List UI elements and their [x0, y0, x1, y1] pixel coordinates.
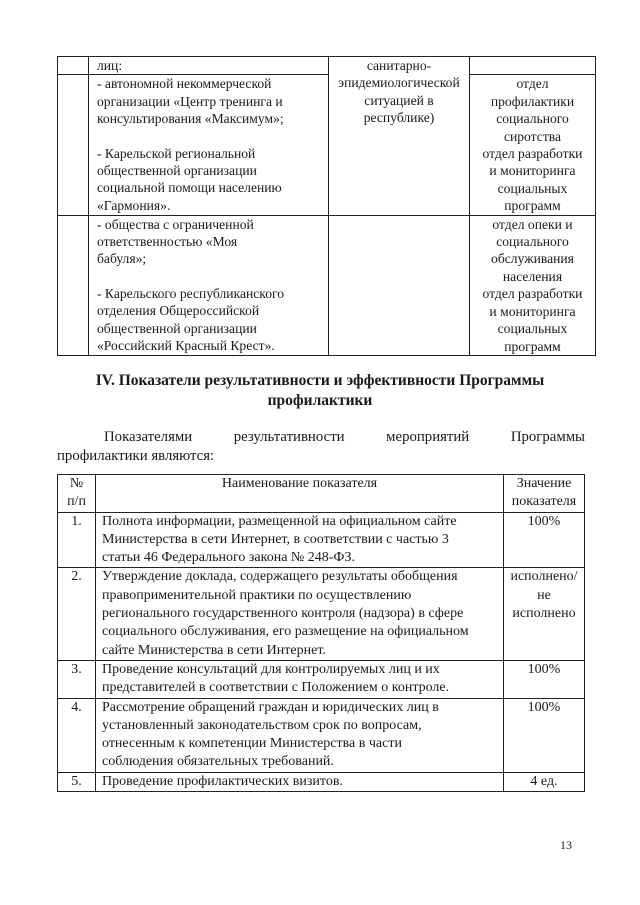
indicator-name-line: Проведение профилактических визитов.: [102, 773, 343, 789]
indicator-value-line: не: [537, 587, 551, 603]
text-line: - Карельской региональной: [97, 145, 256, 161]
text-line: социального: [496, 234, 569, 250]
indicator-name-line: сайте Министерства в сети Интернет.: [102, 642, 326, 658]
indicator-name: [96, 512, 504, 568]
indicator-name-line: Министерства в сети Интернет, в соответствии с частью 3: [102, 531, 449, 547]
indicator-name-line: представителей в соответствии с Положением о контроле.: [102, 680, 450, 696]
scope-cell: [329, 57, 470, 216]
indicator-value: [504, 568, 585, 660]
indicator-value: [504, 660, 585, 698]
indicator-name-line: правоприменительной практики по осуществлению: [102, 587, 412, 603]
indicator-name-line: установленный законодательством срок по вопросам,: [102, 717, 422, 733]
text-line: показателя: [511, 494, 577, 510]
row-number: 2.: [58, 568, 96, 660]
text-line: Значение: [516, 476, 572, 491]
table-row: [58, 698, 585, 772]
text-line: бабуля»;: [97, 251, 147, 267]
section-heading-line: профилактики: [267, 392, 373, 409]
table-header-row: [58, 475, 585, 513]
indicator-value-line: 100%: [527, 699, 561, 715]
row-number: 1.: [58, 512, 96, 568]
table-row: [58, 75, 596, 215]
indicator-value: [504, 772, 585, 791]
indicator-name: [96, 660, 504, 698]
text-line: обслуживания: [491, 251, 574, 267]
indicator-name-line: отнесенным к компетенции Министерства в части: [102, 736, 402, 752]
intro-word: Показателями: [104, 429, 193, 445]
blank-cell: [329, 215, 470, 355]
text-line: населения: [502, 268, 563, 284]
indicator-name: [96, 568, 504, 660]
value-column-header: [504, 475, 585, 513]
blank-cell: [470, 57, 596, 75]
intro-paragraph: [57, 428, 585, 466]
indicator-name: [96, 772, 504, 791]
blank-cell: [58, 75, 89, 215]
text-line: п/п: [67, 494, 86, 510]
row-number: 3.: [58, 660, 96, 698]
page-number: 13: [560, 838, 572, 852]
table-row: [58, 512, 585, 568]
text-line: организации «Центр тренинга и: [97, 93, 283, 109]
text-line: социального: [496, 111, 569, 127]
indicator-value-line: 100%: [527, 513, 561, 529]
text-line: и мониторинга: [489, 303, 576, 319]
table-row: [58, 215, 596, 355]
responsibility-table: [57, 56, 596, 356]
participants-cell: [89, 215, 329, 355]
name-column-header: Наименование показателя: [96, 475, 504, 513]
indicator-value: [504, 512, 585, 568]
text-line: общественной организации: [97, 320, 257, 336]
text-line: социальных: [497, 180, 568, 196]
table-row: [58, 57, 596, 75]
indicator-name-line: статьи 46 Федерального закона № 248-ФЗ.: [102, 550, 356, 566]
table-row: [58, 660, 585, 698]
text-line: ситуацией в: [364, 92, 434, 108]
text-line: отдел разработки: [482, 146, 583, 162]
text-line: республике): [363, 110, 435, 126]
indicator-value: [504, 698, 585, 772]
intro-word: результативности: [233, 429, 345, 445]
text-line: санитарно-: [366, 58, 432, 73]
text-line: «Российский Красный Крест».: [97, 338, 275, 354]
text-line: лиц:: [97, 58, 123, 73]
text-line: - общества с ограниченной: [97, 216, 254, 232]
text-line: социальной помощи населению: [97, 180, 282, 196]
indicator-name-line: социального обслуживания, его размещение на официальном: [102, 624, 469, 640]
indicator-name-line: соблюдения обязательных требований.: [102, 754, 334, 770]
section-heading: [70, 371, 570, 411]
text-line: - Карельского республиканского: [97, 285, 285, 301]
indicator-name-line: регионального государственного контроля (надзора) в сфере: [102, 606, 464, 622]
text-line: отдел: [516, 76, 549, 92]
indicator-name: [96, 698, 504, 772]
text-line: программ: [504, 198, 561, 214]
department-cell: [470, 75, 596, 215]
text-line: отдел разработки: [482, 286, 583, 302]
indicator-value-line: исполнено: [512, 606, 576, 622]
text-line: ответственностью «Моя: [97, 234, 238, 250]
indicator-name-line: Утверждение доклада, содержащего результаты обобщения: [102, 569, 458, 585]
indicator-name-line: Рассмотрение обращений граждан и юридических лиц в: [102, 699, 439, 715]
table-row: [58, 772, 585, 791]
text-line: отдел опеки и: [492, 216, 573, 232]
intro-line: [57, 428, 585, 447]
text-line: отделения Общероссийской: [97, 303, 260, 319]
row-number: 4.: [58, 698, 96, 772]
text-line: социальных: [497, 321, 568, 337]
text-line: эпидемиологической: [338, 75, 460, 91]
indicator-name-line: Проведение консультаций для контролируемых лиц и их: [102, 661, 440, 677]
intro-word: Программы: [510, 429, 585, 445]
indicators-table: [57, 474, 585, 792]
text-line: профилактики: [490, 93, 575, 109]
indicator-value-line: 100%: [527, 661, 561, 677]
text-line: «Гармония».: [97, 197, 171, 213]
text-line: и мониторинга: [489, 163, 576, 179]
text-line: сиротства: [503, 128, 562, 144]
intro-word: мероприятий: [386, 429, 470, 445]
table-row: [58, 568, 585, 660]
participants-cell: [89, 75, 329, 215]
indicator-value-line: исполнено/: [510, 569, 578, 585]
text-line: - автономной некоммерческой: [97, 76, 272, 92]
indicator-value-line: 4 ед.: [530, 773, 558, 789]
blank-cell: [58, 215, 89, 355]
text-line: программ: [504, 338, 561, 354]
number-column-header: [58, 475, 96, 513]
participants-cell: [89, 57, 329, 75]
intro-line: профилактики являются:: [57, 448, 215, 464]
indicator-name-line: Полнота информации, размещенной на официальном сайте: [102, 513, 457, 529]
text-line: №: [69, 476, 84, 491]
row-number: 5.: [58, 772, 96, 791]
text-line: консультирования «Максимум»;: [97, 111, 284, 127]
blank-cell: [58, 57, 89, 75]
text-line: общественной организации: [97, 163, 257, 179]
department-cell: [470, 215, 596, 355]
section-heading-line: IV. Показатели результативности и эффективности Программы: [95, 372, 545, 389]
